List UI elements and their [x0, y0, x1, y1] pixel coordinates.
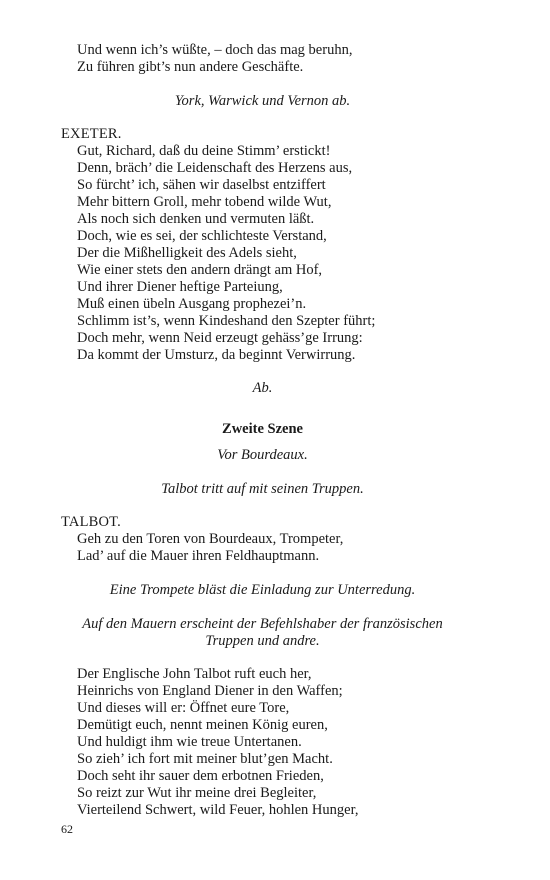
verse-line: Muß einen übeln Ausgang prophezei’n.	[77, 296, 307, 312]
verse-line: So reizt zur Wut ihr meine drei Begleiter,	[77, 785, 317, 801]
scene-title: Zweite Szene	[222, 421, 303, 437]
verse-line: Wie einer stets den andern drängt am Hof,	[77, 262, 323, 278]
verse-line: Doch, wie es sei, der schlichteste Verstand,	[77, 228, 327, 244]
verse-line: Zu führen gibt’s nun andere Geschäfte.	[77, 59, 304, 75]
verse-line: Schlimm ist’s, wenn Kindeshand den Szepter führt;	[77, 313, 376, 329]
verse-line: Heinrichs von England Diener in den Waffen;	[77, 683, 343, 699]
verse-line: So zieh’ ich fort mit meiner blut’gen Macht.	[77, 751, 333, 767]
stage-direction: Auf den Mauern erscheint der Befehlshaber der französischen	[82, 616, 443, 632]
verse-line: Da kommt der Umsturz, da beginnt Verwirrung.	[77, 347, 356, 363]
stage-direction: Eine Trompete bläst die Einladung zur Unterredung.	[109, 582, 416, 598]
verse-line: Doch mehr, wenn Neid erzeugt gehäss’ge Irrung:	[77, 330, 363, 346]
speaker-name: TALBOT.	[61, 514, 121, 530]
verse-line: Als noch sich denken und vermuten läßt.	[77, 211, 315, 227]
verse-line: Mehr bittern Groll, mehr tobend wilde Wut,	[77, 194, 332, 210]
verse-line: Vierteilend Schwert, wild Feuer, hohlen Hunger,	[77, 802, 359, 818]
stage-direction: York, Warwick und Vernon ab.	[174, 93, 351, 109]
verse-line: Gut, Richard, daß du deine Stimm’ erstickt!	[77, 143, 331, 159]
verse-line: Der die Mißhelligkeit des Adels sieht,	[77, 245, 297, 261]
verse-line: Demütigt euch, nennt meinen König euren,	[77, 717, 328, 733]
stage-direction: Truppen und andre.	[205, 633, 320, 649]
stage-direction-exit: Ab.	[252, 380, 273, 396]
verse-line: Und huldigt ihm wie treue Untertanen.	[77, 734, 302, 750]
verse-line: Doch seht ihr sauer dem erbotnen Frieden,	[77, 768, 324, 784]
verse-line: Und wenn ich’s wüßte, – doch das mag beruhn,	[77, 42, 353, 58]
verse-line: Geh zu den Toren von Bourdeaux, Trompeter,	[77, 531, 344, 547]
scene-location: Vor Bourdeaux.	[217, 447, 308, 463]
page-number: 62	[61, 822, 73, 836]
verse-line: Denn, bräch’ die Leidenschaft des Herzens aus,	[77, 160, 353, 176]
verse-line: Und ihrer Diener heftige Parteiung,	[77, 279, 283, 295]
verse-line: Und dieses will er: Öffnet eure Tore,	[77, 700, 290, 716]
stage-direction-entrance: Talbot tritt auf mit seinen Truppen.	[161, 481, 364, 497]
verse-line: Der Englische John Talbot ruft euch her,	[77, 666, 312, 682]
verse-line: So fürcht’ ich, sähen wir daselbst entziffert	[77, 177, 326, 193]
verse-line: Lad’ auf die Mauer ihren Feldhauptmann.	[77, 548, 320, 564]
speaker-name: EXETER.	[61, 126, 122, 142]
